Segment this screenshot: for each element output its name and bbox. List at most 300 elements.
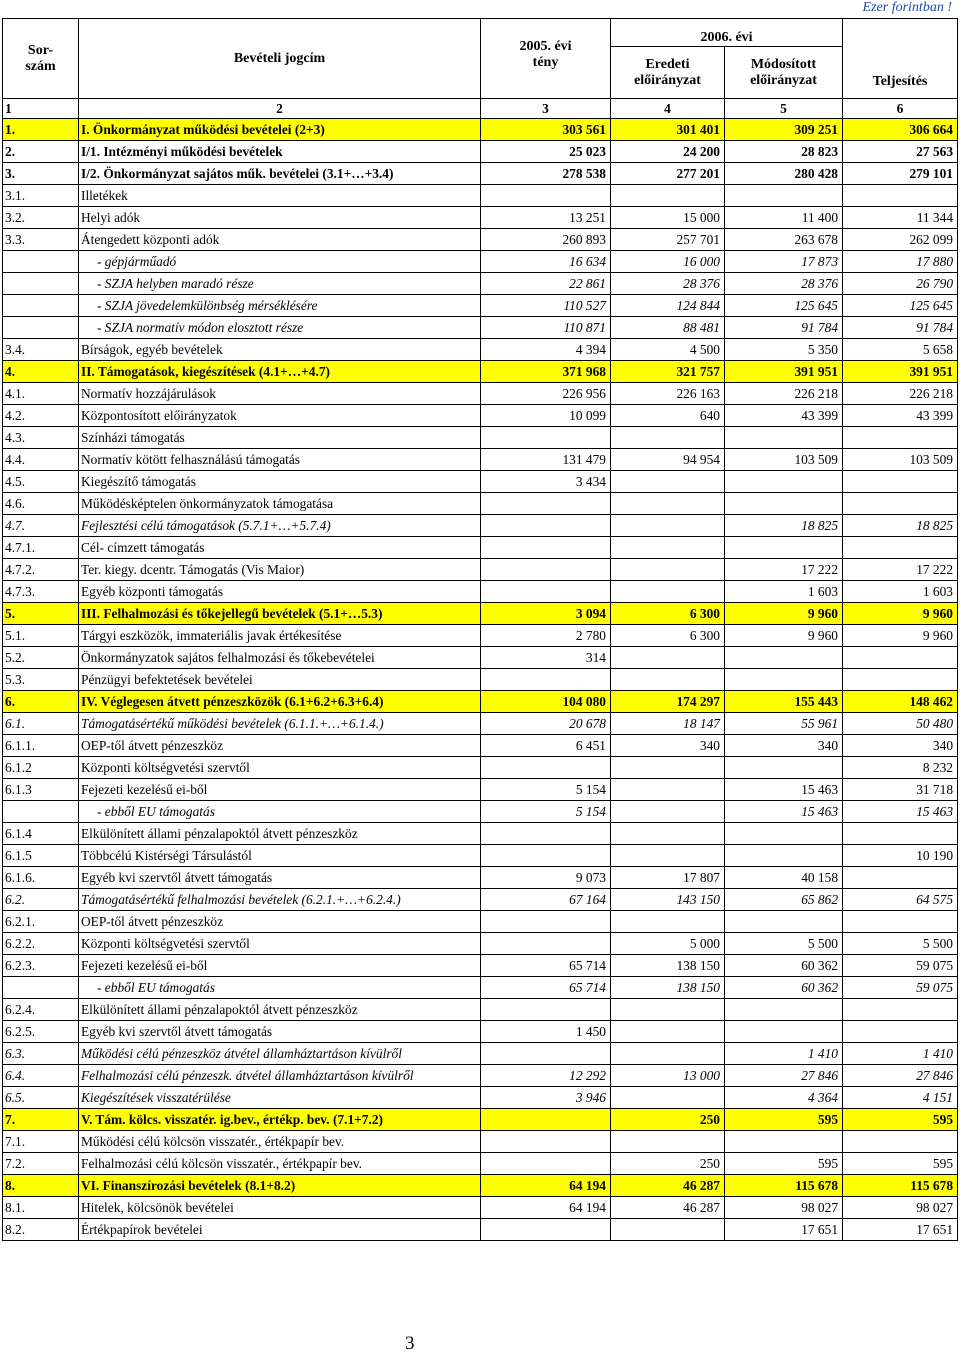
- row-number: [3, 251, 79, 273]
- row-label: Támogatásértékű felhalmozási bevételek (6.2.1.+…+6.2.4.): [79, 889, 481, 911]
- value-2005: [481, 515, 611, 537]
- page-number: 3: [405, 1333, 415, 1354]
- row-label: Működésképtelen önkormányzatok támogatása: [79, 493, 481, 515]
- row-label: Egyéb kvi szervtől átvett támogatás: [79, 1021, 481, 1043]
- column-number: 4: [611, 99, 725, 119]
- row-number: [3, 273, 79, 295]
- table-row: [3, 933, 958, 955]
- value-eredeti: 46 287: [611, 1197, 725, 1219]
- value-eredeti: 16 000: [611, 251, 725, 273]
- value-eredeti: 340: [611, 735, 725, 757]
- table-row: [3, 141, 958, 163]
- column-number: 2: [79, 99, 481, 119]
- row-label: Támogatásértékű működési bevételek (6.1.1.+…+6.1.4.): [79, 713, 481, 735]
- value-teljesites: [843, 867, 958, 889]
- row-label: Központi költségvetési szervtől: [79, 757, 481, 779]
- row-label: Felhalmozási célú kölcsön visszatér., értékpapír bev.: [79, 1153, 481, 1175]
- value-teljesites: 11 344: [843, 207, 958, 229]
- header-jogcim: Bevételi jogcím: [79, 19, 481, 99]
- table-row: [3, 801, 958, 823]
- table-row: [3, 581, 958, 603]
- value-eredeti: [611, 1021, 725, 1043]
- row-label: Normatív hozzájárulások: [79, 383, 481, 405]
- value-2005: 25 023: [481, 141, 611, 163]
- row-number: 6.2.1.: [3, 911, 79, 933]
- value-eredeti: 250: [611, 1109, 725, 1131]
- row-number: 3.1.: [3, 185, 79, 207]
- table-row: [3, 383, 958, 405]
- row-label: I/1. Intézményi működési bevételek: [79, 141, 481, 163]
- value-modositott: [725, 823, 843, 845]
- value-teljesites: [843, 1131, 958, 1153]
- value-2005: [481, 1043, 611, 1065]
- table-row: [3, 955, 958, 977]
- value-eredeti: 277 201: [611, 163, 725, 185]
- value-2005: 104 080: [481, 691, 611, 713]
- value-2005: [481, 911, 611, 933]
- column-number: 6: [843, 99, 958, 119]
- table-row: [3, 1065, 958, 1087]
- row-number: 4.6.: [3, 493, 79, 515]
- value-teljesites: [843, 669, 958, 691]
- row-number: 5.2.: [3, 647, 79, 669]
- row-label: Cél- címzett támogatás: [79, 537, 481, 559]
- row-label: Önkormányzatok sajátos felhalmozási és tőkebevételei: [79, 647, 481, 669]
- table-row: [3, 493, 958, 515]
- value-2005: [481, 999, 611, 1021]
- value-2005: 22 861: [481, 273, 611, 295]
- row-label: - gépjárműadó: [79, 251, 481, 273]
- row-number: 7.: [3, 1109, 79, 1131]
- value-modositott: 1 410: [725, 1043, 843, 1065]
- value-modositott: 17 651: [725, 1219, 843, 1241]
- table-row: [3, 779, 958, 801]
- value-teljesites: 262 099: [843, 229, 958, 251]
- row-label: Átengedett központi adók: [79, 229, 481, 251]
- value-teljesites: [843, 911, 958, 933]
- value-eredeti: 94 954: [611, 449, 725, 471]
- value-eredeti: 28 376: [611, 273, 725, 295]
- value-modositott: [725, 911, 843, 933]
- row-number: 4.4.: [3, 449, 79, 471]
- value-teljesites: [843, 1021, 958, 1043]
- value-teljesites: 340: [843, 735, 958, 757]
- value-modositott: [725, 1131, 843, 1153]
- table-row: [3, 669, 958, 691]
- row-number: [3, 317, 79, 339]
- value-modositott: [725, 185, 843, 207]
- value-modositott: [725, 427, 843, 449]
- value-2005: 1 450: [481, 1021, 611, 1043]
- value-teljesites: [843, 471, 958, 493]
- value-eredeti: 250: [611, 1153, 725, 1175]
- row-label: I. Önkormányzat működési bevételei (2+3): [79, 119, 481, 141]
- value-eredeti: [611, 537, 725, 559]
- value-2005: [481, 933, 611, 955]
- value-2005: 65 714: [481, 977, 611, 999]
- row-label: Kiegészítések visszatérülése: [79, 1087, 481, 1109]
- value-modositott: 15 463: [725, 779, 843, 801]
- value-2005: 6 451: [481, 735, 611, 757]
- value-modositott: 595: [725, 1109, 843, 1131]
- value-eredeti: 4 500: [611, 339, 725, 361]
- value-eredeti: 143 150: [611, 889, 725, 911]
- value-eredeti: 640: [611, 405, 725, 427]
- table-row: [3, 1131, 958, 1153]
- table-row: [3, 845, 958, 867]
- value-eredeti: 46 287: [611, 1175, 725, 1197]
- row-number: 6.5.: [3, 1087, 79, 1109]
- row-label: VI. Finanszírozási bevételek (8.1+8.2): [79, 1175, 481, 1197]
- table-row: [3, 273, 958, 295]
- column-number: 5: [725, 99, 843, 119]
- table-row: [3, 361, 958, 383]
- value-eredeti: [611, 779, 725, 801]
- value-modositott: 280 428: [725, 163, 843, 185]
- value-2005: 64 194: [481, 1197, 611, 1219]
- row-label: III. Felhalmozási és tőkejellegű bevételek (5.1+…5.3): [79, 603, 481, 625]
- value-teljesites: 31 718: [843, 779, 958, 801]
- row-number: 4.3.: [3, 427, 79, 449]
- header-2006: 2006. évi: [611, 19, 843, 47]
- value-eredeti: 138 150: [611, 955, 725, 977]
- value-eredeti: [611, 471, 725, 493]
- value-teljesites: 64 575: [843, 889, 958, 911]
- value-eredeti: [611, 1131, 725, 1153]
- value-2005: 3 946: [481, 1087, 611, 1109]
- table-row: [3, 427, 958, 449]
- row-label: - SZJA helyben maradó része: [79, 273, 481, 295]
- row-number: 7.2.: [3, 1153, 79, 1175]
- value-teljesites: [843, 647, 958, 669]
- table-row: [3, 647, 958, 669]
- row-label: Többcélú Kistérségi Társulástól: [79, 845, 481, 867]
- value-teljesites: 17 651: [843, 1219, 958, 1241]
- row-label: Elkülönített állami pénzalapoktól átvett pénzeszköz: [79, 999, 481, 1021]
- value-modositott: 28 823: [725, 141, 843, 163]
- row-number: 5.3.: [3, 669, 79, 691]
- value-eredeti: [611, 493, 725, 515]
- header-eredeti: Eredeti előirányzat: [611, 47, 725, 99]
- value-modositott: 27 846: [725, 1065, 843, 1087]
- value-eredeti: 321 757: [611, 361, 725, 383]
- row-number: 5.: [3, 603, 79, 625]
- value-2005: 5 154: [481, 801, 611, 823]
- row-label: - ebből EU támogatás: [79, 977, 481, 999]
- table-row: [3, 251, 958, 273]
- table-row: [3, 1153, 958, 1175]
- value-teljesites: 1 410: [843, 1043, 958, 1065]
- row-number: 3.: [3, 163, 79, 185]
- table-row: [3, 757, 958, 779]
- row-label: Működési célú kölcsön visszatér., értékpapír bev.: [79, 1131, 481, 1153]
- header-teljesites: Teljesítés: [843, 19, 958, 99]
- table-row: [3, 911, 958, 933]
- value-modositott: [725, 845, 843, 867]
- value-2005: 226 956: [481, 383, 611, 405]
- value-teljesites: 43 399: [843, 405, 958, 427]
- value-teljesites: 17 222: [843, 559, 958, 581]
- row-number: 6.2.5.: [3, 1021, 79, 1043]
- table-row: [3, 559, 958, 581]
- row-label: Hitelek, kölcsönök bevételei: [79, 1197, 481, 1219]
- row-label: Értékpapírok bevételei: [79, 1219, 481, 1241]
- table-row: [3, 1219, 958, 1241]
- table-row: [3, 1043, 958, 1065]
- value-teljesites: [843, 537, 958, 559]
- row-number: 6.1.1.: [3, 735, 79, 757]
- value-modositott: [725, 647, 843, 669]
- row-label: Pénzügyi befektetések bevételei: [79, 669, 481, 691]
- value-2005: [481, 537, 611, 559]
- value-teljesites: 8 232: [843, 757, 958, 779]
- value-teljesites: 595: [843, 1153, 958, 1175]
- row-number: 6.1.6.: [3, 867, 79, 889]
- row-label: I/2. Önkormányzat sajátos műk. bevételei (3.1+…+3.4): [79, 163, 481, 185]
- value-modositott: 115 678: [725, 1175, 843, 1197]
- value-teljesites: 306 664: [843, 119, 958, 141]
- table-row: [3, 317, 958, 339]
- value-eredeti: [611, 427, 725, 449]
- row-label: - ebből EU támogatás: [79, 801, 481, 823]
- value-modositott: 595: [725, 1153, 843, 1175]
- value-teljesites: 50 480: [843, 713, 958, 735]
- value-modositott: 103 509: [725, 449, 843, 471]
- row-number: 4.7.1.: [3, 537, 79, 559]
- row-number: 7.1.: [3, 1131, 79, 1153]
- value-teljesites: 27 563: [843, 141, 958, 163]
- value-teljesites: [843, 427, 958, 449]
- table-row: [3, 449, 958, 471]
- value-2005: [481, 1109, 611, 1131]
- value-eredeti: [611, 757, 725, 779]
- row-label: Helyi adók: [79, 207, 481, 229]
- row-number: 3.2.: [3, 207, 79, 229]
- value-modositott: 18 825: [725, 515, 843, 537]
- value-teljesites: 125 645: [843, 295, 958, 317]
- value-eredeti: 6 300: [611, 603, 725, 625]
- row-number: 8.1.: [3, 1197, 79, 1219]
- value-eredeti: 226 163: [611, 383, 725, 405]
- value-eredeti: 24 200: [611, 141, 725, 163]
- value-modositott: 91 784: [725, 317, 843, 339]
- value-teljesites: 115 678: [843, 1175, 958, 1197]
- value-2005: 9 073: [481, 867, 611, 889]
- header-modositott: Módosított előirányzat: [725, 47, 843, 99]
- value-2005: 3 094: [481, 603, 611, 625]
- row-label: Fejezeti kezelésű ei-ből: [79, 779, 481, 801]
- value-teljesites: 17 880: [843, 251, 958, 273]
- value-modositott: 43 399: [725, 405, 843, 427]
- value-2005: 314: [481, 647, 611, 669]
- table-row: [3, 185, 958, 207]
- value-teljesites: [843, 999, 958, 1021]
- column-number: 3: [481, 99, 611, 119]
- table-row: [3, 295, 958, 317]
- row-number: 4.1.: [3, 383, 79, 405]
- value-modositott: 340: [725, 735, 843, 757]
- value-modositott: [725, 669, 843, 691]
- table-row: [3, 1197, 958, 1219]
- value-modositott: 9 960: [725, 625, 843, 647]
- row-number: 8.: [3, 1175, 79, 1197]
- value-2005: 371 968: [481, 361, 611, 383]
- row-label: Egyéb kvi szervtől átvett támogatás: [79, 867, 481, 889]
- value-eredeti: [611, 581, 725, 603]
- table-row: [3, 977, 958, 999]
- row-number: 4.7.: [3, 515, 79, 537]
- revenue-table: [2, 18, 958, 1241]
- value-teljesites: 27 846: [843, 1065, 958, 1087]
- table-row: [3, 713, 958, 735]
- table-row: [3, 867, 958, 889]
- value-modositott: 309 251: [725, 119, 843, 141]
- row-number: 6.2.4.: [3, 999, 79, 1021]
- value-2005: [481, 493, 611, 515]
- value-2005: [481, 1219, 611, 1241]
- value-teljesites: 226 218: [843, 383, 958, 405]
- table-row: [3, 889, 958, 911]
- row-number: 6.4.: [3, 1065, 79, 1087]
- value-2005: 67 164: [481, 889, 611, 911]
- table-row: [3, 471, 958, 493]
- row-label: Elkülönített állami pénzalapoktól átvett pénzeszköz: [79, 823, 481, 845]
- column-number: 1: [3, 99, 79, 119]
- value-modositott: 5 500: [725, 933, 843, 955]
- value-eredeti: [611, 1219, 725, 1241]
- value-2005: 131 479: [481, 449, 611, 471]
- value-eredeti: 138 150: [611, 977, 725, 999]
- table-row: [3, 405, 958, 427]
- table-row: [3, 339, 958, 361]
- value-modositott: 4 364: [725, 1087, 843, 1109]
- value-modositott: 226 218: [725, 383, 843, 405]
- value-2005: [481, 427, 611, 449]
- value-modositott: [725, 537, 843, 559]
- value-teljesites: [843, 185, 958, 207]
- value-eredeti: 15 000: [611, 207, 725, 229]
- table-row: [3, 823, 958, 845]
- table-row: [3, 999, 958, 1021]
- row-number: 6.1.2: [3, 757, 79, 779]
- value-eredeti: [611, 185, 725, 207]
- value-eredeti: 18 147: [611, 713, 725, 735]
- value-modositott: 65 862: [725, 889, 843, 911]
- row-label: Illetékek: [79, 185, 481, 207]
- value-modositott: 40 158: [725, 867, 843, 889]
- table-row: [3, 1087, 958, 1109]
- table-row: [3, 163, 958, 185]
- header-2005: 2005. évi tény: [481, 19, 611, 99]
- value-2005: 10 099: [481, 405, 611, 427]
- row-label: OEP-től átvett pénzeszköz: [79, 735, 481, 757]
- value-teljesites: 15 463: [843, 801, 958, 823]
- row-number: 5.1.: [3, 625, 79, 647]
- row-label: V. Tám. kölcs. visszatér. ig.bev., értékp. bev. (7.1+7.2): [79, 1109, 481, 1131]
- value-teljesites: 98 027: [843, 1197, 958, 1219]
- value-modositott: 5 350: [725, 339, 843, 361]
- value-2005: 2 780: [481, 625, 611, 647]
- value-modositott: 1 603: [725, 581, 843, 603]
- value-teljesites: 26 790: [843, 273, 958, 295]
- value-eredeti: [611, 823, 725, 845]
- value-modositott: 15 463: [725, 801, 843, 823]
- table-row: [3, 229, 958, 251]
- value-2005: 4 394: [481, 339, 611, 361]
- row-number: 6.: [3, 691, 79, 713]
- row-number: 4.7.2.: [3, 559, 79, 581]
- row-number: 2.: [3, 141, 79, 163]
- value-2005: 110 871: [481, 317, 611, 339]
- row-number: 8.2.: [3, 1219, 79, 1241]
- value-teljesites: 9 960: [843, 625, 958, 647]
- row-label: II. Támogatások, kiegészítések (4.1+…+4.7): [79, 361, 481, 383]
- row-number: 6.1.4: [3, 823, 79, 845]
- value-teljesites: 279 101: [843, 163, 958, 185]
- value-2005: [481, 669, 611, 691]
- row-number: 6.1.5: [3, 845, 79, 867]
- value-eredeti: 5 000: [611, 933, 725, 955]
- value-modositott: 98 027: [725, 1197, 843, 1219]
- value-eredeti: [611, 801, 725, 823]
- value-2005: [481, 185, 611, 207]
- value-teljesites: [843, 823, 958, 845]
- value-2005: [481, 757, 611, 779]
- value-teljesites: 5 500: [843, 933, 958, 955]
- value-modositott: 55 961: [725, 713, 843, 735]
- value-modositott: 60 362: [725, 955, 843, 977]
- value-teljesites: 103 509: [843, 449, 958, 471]
- value-2005: [481, 845, 611, 867]
- row-number: [3, 295, 79, 317]
- row-label: Tárgyi eszközök, immateriális javak értékesítése: [79, 625, 481, 647]
- table-row: [3, 207, 958, 229]
- row-number: [3, 977, 79, 999]
- row-label: Fejezeti kezelésű ei-ből: [79, 955, 481, 977]
- value-2005: 303 561: [481, 119, 611, 141]
- value-teljesites: 9 960: [843, 603, 958, 625]
- value-teljesites: 18 825: [843, 515, 958, 537]
- value-2005: 110 527: [481, 295, 611, 317]
- row-number: 6.2.3.: [3, 955, 79, 977]
- header-sorszam: Sor- szám: [3, 19, 79, 99]
- row-label: Ter. kiegy. dcentr. Támogatás (Vis Maior): [79, 559, 481, 581]
- row-number: [3, 801, 79, 823]
- value-2005: [481, 823, 611, 845]
- value-2005: 3 434: [481, 471, 611, 493]
- table-row: [3, 537, 958, 559]
- value-teljesites: 59 075: [843, 955, 958, 977]
- row-number: 1.: [3, 119, 79, 141]
- row-label: Felhalmozási célú pénzeszk. átvétel államháztartáson kívülről: [79, 1065, 481, 1087]
- value-2005: 20 678: [481, 713, 611, 735]
- table-row: [3, 1175, 958, 1197]
- row-number: 3.4.: [3, 339, 79, 361]
- row-number: 3.3.: [3, 229, 79, 251]
- value-eredeti: [611, 515, 725, 537]
- row-number: 4.: [3, 361, 79, 383]
- value-teljesites: 595: [843, 1109, 958, 1131]
- value-2005: 5 154: [481, 779, 611, 801]
- value-modositott: 391 951: [725, 361, 843, 383]
- value-2005: 65 714: [481, 955, 611, 977]
- value-eredeti: [611, 911, 725, 933]
- value-teljesites: 10 190: [843, 845, 958, 867]
- row-label: - SZJA normatív módon elosztott része: [79, 317, 481, 339]
- row-label: Kiegészítő támogatás: [79, 471, 481, 493]
- value-modositott: [725, 1021, 843, 1043]
- table-row: [3, 735, 958, 757]
